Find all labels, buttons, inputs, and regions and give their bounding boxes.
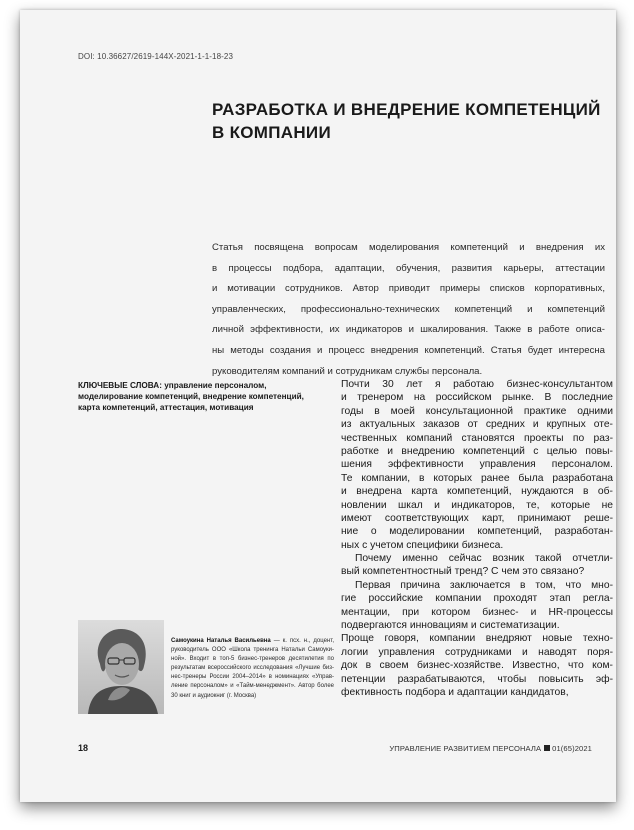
keywords-block	[78, 380, 326, 413]
body-line: логии управления сотрудниками и наводят поря-	[341, 646, 613, 658]
body-line: петенции разрабатываются, чтобы повысить эф-	[341, 673, 613, 685]
journal-page	[20, 10, 616, 802]
article-title	[212, 98, 602, 144]
body-line: и внедрена карта компетенций, нуждаются в об-	[341, 486, 613, 498]
abstract-line: Статья посвящена вопросам моделирования компетенций и внедрения их	[212, 242, 605, 253]
author-name: Самоукина Наталья Васильевна	[171, 638, 271, 644]
body-line: Проще говоря, компании внедряют новые техно-	[341, 633, 613, 645]
journal-name: УПРАВЛЕНИЕ РАЗВИТИЕМ ПЕРСОНАЛА	[389, 744, 542, 753]
bio-line: руководитель ООО «Школа тренинга Натальи Самоуки-	[171, 647, 334, 654]
bio-line	[171, 637, 334, 646]
body-line: Почти 30 лет я работаю бизнес-консультантом	[341, 379, 613, 390]
body-line: фективность подбора и адаптации кандидатов,	[341, 686, 569, 698]
body-line: подвергаются инновациям и систематизации.	[341, 620, 560, 632]
bio-line: ление персоналом» и «Тайм-менеджмент». Автор более	[171, 683, 334, 690]
body-line: Почему именно сейчас возник такой отчетли-	[355, 553, 613, 565]
body-line: док в своем бизнес-хозяйстве. Известно, что ком-	[341, 660, 613, 672]
bio-line: 30 книг и аудиокниг (г. Москва)	[171, 692, 257, 699]
journal-issue: 01(65)2021	[552, 744, 592, 753]
body-line: и тренером на российском рынке. В последние	[341, 392, 613, 404]
abstract-line: ны методы создания и процесс внедрения компетенций. Статья будет интересна	[212, 344, 605, 356]
square-bullet-icon	[544, 745, 550, 751]
bio-line: ной». Входит в топ-5 бизнес-тренеров десятилетия по	[171, 656, 334, 663]
body-line: шения эффективности управления персоналом.	[341, 459, 613, 471]
abstract-line: личной эффективности, их индикаторов и шкалирования. Также в работе описа-	[212, 324, 605, 336]
body-line: Те компании, в которых ранее была разработана	[341, 472, 613, 484]
abstract	[212, 238, 605, 382]
bio-line: нес-тренеры России 2004–2014» в номинациях «Управ-	[171, 674, 334, 681]
abstract-line: руководителям компаний и сотрудникам службы персонала.	[212, 365, 483, 377]
body-line: новлении шкал и индикаторов, те, которые не	[341, 499, 613, 511]
page-number: 18	[78, 743, 89, 753]
body-line: работке и внедрению компетенций с целью повы-	[341, 445, 613, 457]
abstract-line: и мотивации сотрудников. Автор приводит примеры списков корпоративных,	[212, 283, 605, 295]
abstract-line: в процессы подбора, адаптации, обучения, развития карьеры, аттестации	[212, 262, 605, 274]
body-line: из актуальных заказов от средних и крупных оте-	[341, 419, 613, 431]
body-line: имеют соответствующих карт, принимают реше-	[341, 512, 613, 524]
author-photo	[78, 620, 164, 714]
body-line: чественных компаний становятся проекты по раз-	[341, 432, 613, 444]
doi-line: DOI: 10.36627/2619-144X-2021-1-1-18-23	[78, 52, 234, 61]
author-bio	[171, 637, 334, 701]
body-line: вый компетентностный тренд? С чем это связано?	[341, 566, 585, 578]
title-line: В КОМПАНИИ	[212, 123, 331, 142]
abstract-line: управленческих, профессионально-технических компетенций и компетенций	[212, 303, 605, 315]
keywords-text: управление персоналом, моделирование компетенций, внедрение компетенций, карта компетенций, аттестация, мотивация	[78, 381, 304, 412]
body-line: годы в моей консультационной практике одними	[341, 405, 613, 417]
body-line: ных с учетом специфики бизнеса.	[341, 539, 504, 551]
bio-text: — к. псх. н., доцент,	[270, 638, 334, 644]
bio-line: результатам всероссийского исследования «Лучшие биз-	[171, 665, 334, 672]
body-line: ние о моделировании компетенций, разработан-	[341, 526, 613, 538]
body-line: ментации, при котором бизнес- и HR-процессы	[341, 606, 613, 618]
keywords-label: КЛЮЧЕВЫЕ СЛОВА:	[78, 381, 162, 390]
body-line: Первая причина заключается в том, что мно-	[355, 579, 613, 591]
journal-footer	[389, 744, 592, 753]
article-body	[341, 378, 613, 699]
body-line: гие российские компании проходят этап регла-	[341, 593, 613, 605]
title-line: РАЗРАБОТКА И ВНЕДРЕНИЕ КОМПЕТЕНЦИЙ	[212, 100, 601, 119]
